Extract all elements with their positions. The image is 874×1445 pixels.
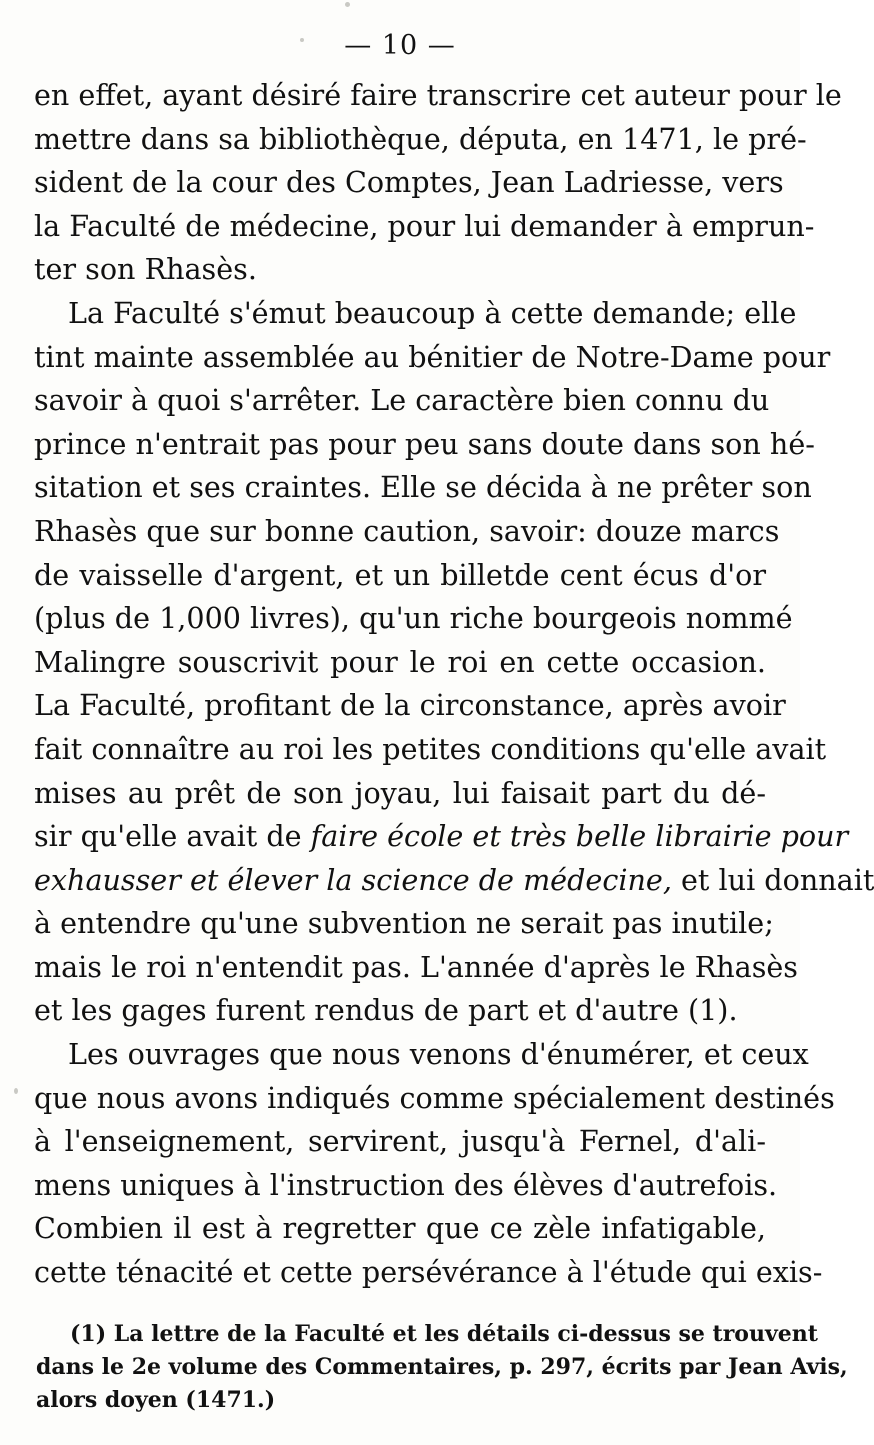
paper-speck — [300, 38, 304, 42]
body-text-line: La Faculté, profitant de la circonstance, après avoir — [34, 688, 786, 723]
body-text-line: fait connaître au roi les petites conditions qu'elle avait — [34, 731, 827, 766]
body-text-line: ter son Rhasès. — [34, 252, 257, 287]
body-text-line: mettre dans sa bibliothèque, députa, en 1471, le pré- — [34, 121, 807, 156]
footnote-line: (1) La lettre de la Faculté et les détails ci-dessus se trouvent — [70, 1321, 818, 1347]
body-text-line: Combien il est à regretter que ce zèle infatigable, — [34, 1211, 766, 1246]
body-text-line: sitation et ses craintes. Elle se décida à ne prêter son — [34, 470, 812, 505]
body-text-line: mises au prêt de son joyau, lui faisait part du dé- — [34, 775, 766, 810]
page-number: — 10 — — [344, 30, 456, 61]
body-text-line: La Faculté s'émut beaucoup à cette demande; elle — [68, 295, 797, 330]
body-text-line — [34, 859, 874, 903]
text-segment: sir qu'elle avait de — [34, 819, 311, 854]
body-text-line: Les ouvrages que nous venons d'énumérer, et ceux — [68, 1037, 809, 1072]
main-text-block — [34, 74, 874, 1295]
body-text-line: (plus de 1,000 livres), qu'un riche bourgeois nommé — [34, 601, 793, 636]
body-text-line: Rhasès que sur bonne caution, savoir: douze marcs — [34, 513, 780, 548]
body-text-line: la Faculté de médecine, pour lui demander à emprun- — [34, 208, 815, 243]
body-text-line: savoir à quoi s'arrêter. Le caractère bien connu du — [34, 383, 770, 418]
body-text-line: cette ténacité et cette persévérance à l'étude qui exis- — [34, 1255, 823, 1290]
body-text-line: Malingre souscrivit pour le roi en cette occasion. — [34, 644, 766, 679]
body-text-line: mais le roi n'entendit pas. L'année d'après le Rhasès — [34, 949, 798, 984]
footnote-line: alors doyen (1471.) — [36, 1387, 276, 1413]
body-text-line: sident de la cour des Comptes, Jean Ladriesse, vers — [34, 165, 784, 200]
body-text-line: que nous avons indiqués comme spécialement destinés — [34, 1080, 835, 1115]
italic-text-segment: faire école et très belle librairie pour — [310, 819, 849, 854]
body-text-line — [34, 815, 849, 859]
body-text-line: tint mainte assemblée au bénitier de Notre-Dame pour — [34, 339, 831, 374]
italic-text-segment: exhausser et élever la science de médecine, — [34, 862, 672, 897]
body-text-line: à l'enseignement, servirent, jusqu'à Fernel, d'ali- — [34, 1124, 766, 1159]
body-text-line: mens uniques à l'instruction des élèves d'autrefois. — [34, 1167, 778, 1202]
footnote — [36, 1318, 848, 1417]
body-text-line: de vaisselle d'argent, et un billetde cent écus d'or — [34, 557, 766, 592]
paper-speck — [345, 2, 350, 7]
footnote-line: dans le 2e volume des Commentaires, p. 297, écrits par Jean Avis, — [36, 1354, 848, 1380]
text-segment: et lui donnait — [671, 862, 874, 897]
body-text-line: en effet, ayant désiré faire transcrire cet auteur pour le — [34, 78, 842, 112]
body-text-line: et les gages furent rendus de part et d'autre (1). — [34, 993, 738, 1028]
paper-speck — [14, 1088, 18, 1094]
body-text-line: prince n'entrait pas pour peu sans doute dans son hé- — [34, 426, 815, 461]
body-text-line: à entendre qu'une subvention ne serait pas inutile; — [34, 906, 774, 941]
